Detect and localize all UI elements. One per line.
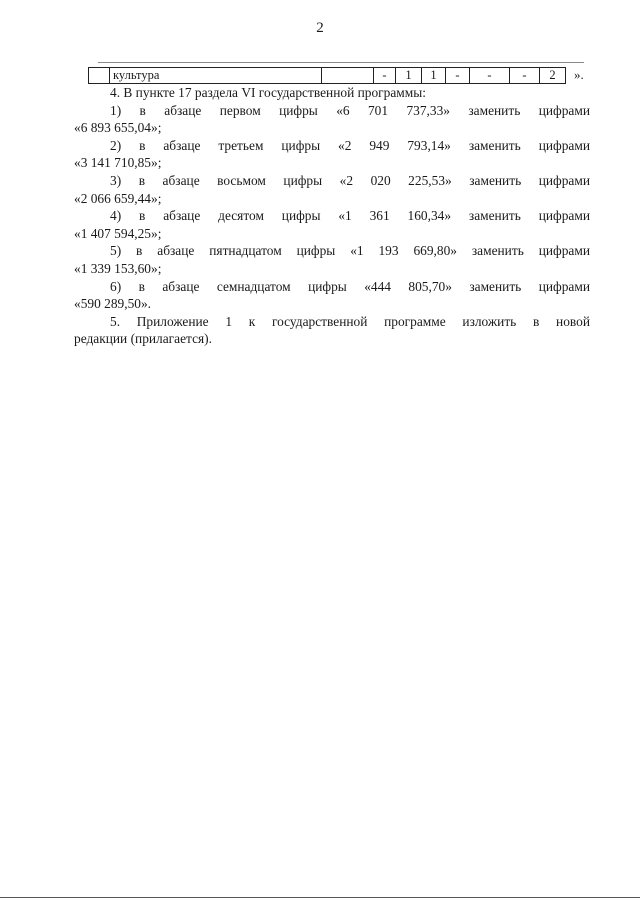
table-cell-name: культура	[110, 67, 322, 84]
paragraph-line: «1 407 594,25»;	[74, 225, 162, 241]
paragraph-line: 2) в абзаце третьем цифры «2 949 793,14» заменить цифрами	[110, 137, 590, 153]
paragraph-line: 5. Приложение 1 к государственной программе изложить в новой	[110, 313, 590, 329]
table-cell-value: -	[510, 67, 540, 84]
table-cell-empty	[88, 67, 110, 84]
table-cell-value: 1	[396, 67, 422, 84]
paragraph-subitem-1	[74, 102, 590, 137]
paragraph-line: «6 893 655,04»;	[74, 120, 162, 136]
table-row	[88, 67, 584, 84]
paragraph-item-5	[74, 313, 590, 348]
paragraph-line: «3 141 710,85»;	[74, 155, 162, 171]
paragraph-line: 4. В пункте 17 раздела VI государственной программы:	[110, 85, 426, 100]
table-top-rule	[98, 62, 584, 63]
paragraph-line: 4) в абзаце десятом цифры «1 361 160,34» заменить цифрами	[110, 208, 590, 224]
paragraph-item-4	[74, 84, 590, 102]
document-body	[74, 84, 590, 348]
paragraph-line: редакции (прилагается).	[74, 331, 212, 347]
table-row-closing-quote: ».	[574, 67, 584, 82]
table-cell-value: -	[470, 67, 510, 84]
paragraph-line: «590 289,50».	[74, 296, 151, 312]
table-cell-value: 1	[422, 67, 446, 84]
paragraph-line: «2 066 659,44»;	[74, 190, 162, 206]
paragraph-subitem-2	[74, 137, 590, 172]
paragraph-subitem-5	[74, 242, 590, 277]
paragraph-subitem-3	[74, 172, 590, 207]
paragraph-subitem-6	[74, 278, 590, 313]
table-cell-value: -	[374, 67, 396, 84]
paragraph-line: 5) в абзаце пятнадцатом цифры «1 193 669,80» заменить цифрами	[110, 243, 590, 259]
paragraph-line: 6) в абзаце семнадцатом цифры «444 805,70» заменить цифрами	[110, 278, 590, 294]
paragraph-line: 3) в абзаце восьмом цифры «2 020 225,53» заменить цифрами	[110, 172, 590, 188]
paragraph-subitem-4	[74, 207, 590, 242]
table-cell-value: 2	[540, 67, 566, 84]
paragraph-line: «1 339 153,60»;	[74, 260, 162, 276]
table-cell-empty	[322, 67, 374, 84]
table-cell-value: -	[446, 67, 470, 84]
page-number: 2	[316, 20, 324, 36]
page-bottom-rule	[0, 897, 640, 898]
paragraph-line: 1) в абзаце первом цифры «6 701 737,33» заменить цифрами	[110, 102, 590, 118]
